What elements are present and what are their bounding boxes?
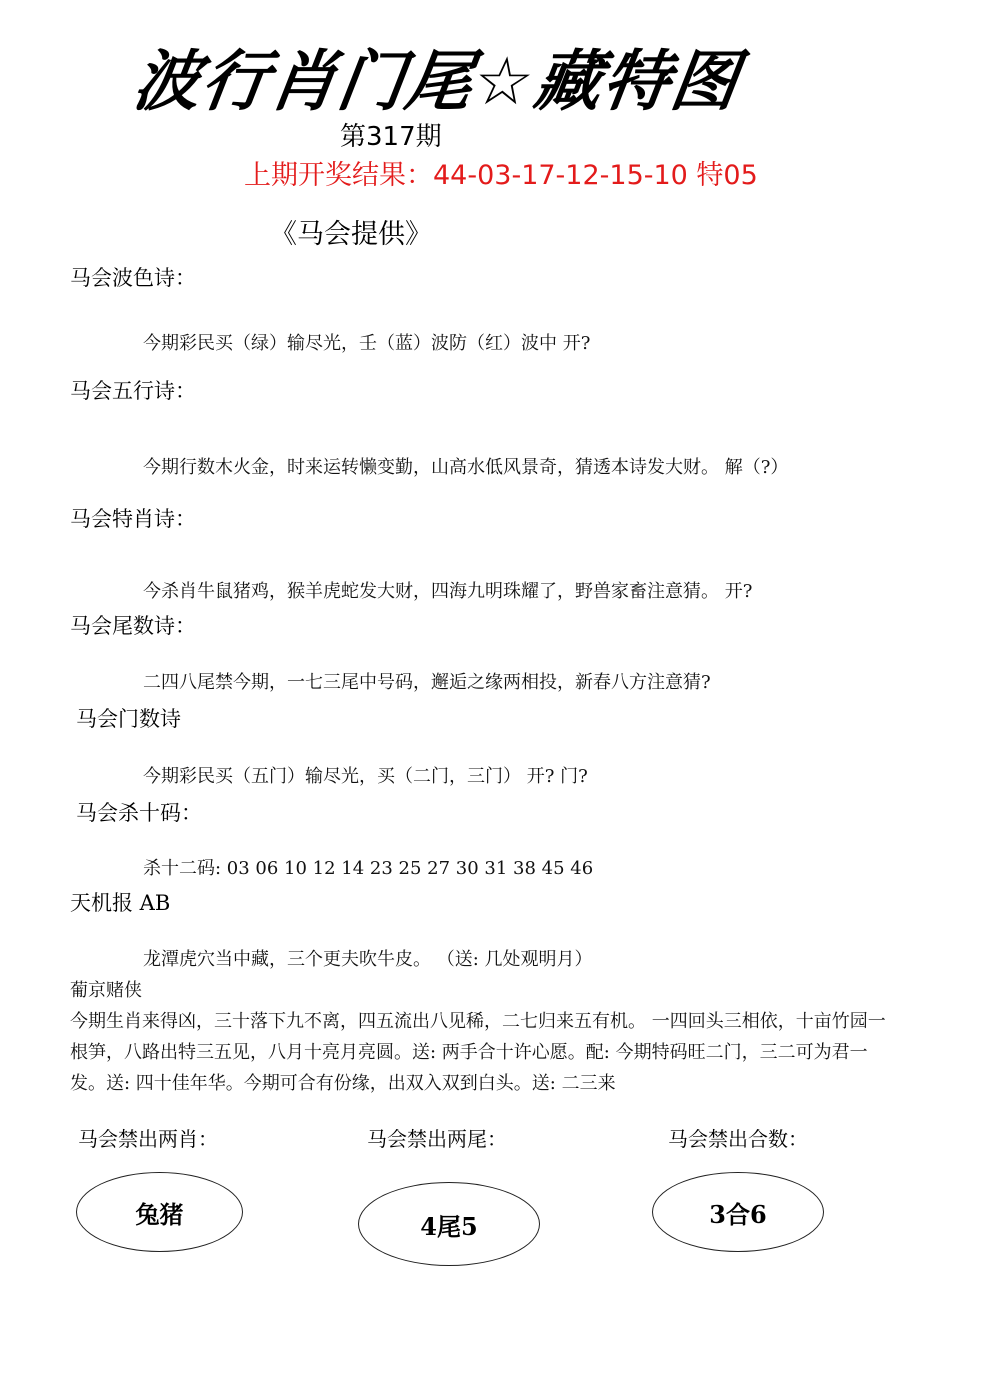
poem-tianji: 龙潭虎穴当中藏，三个更夫吹牛皮。 （送: 几处观明月） — [143, 949, 593, 970]
page-title: 波行肖门尾☆藏特图 — [128, 43, 745, 120]
ban-sum-label: 马会禁出合数： — [668, 1127, 808, 1151]
last-draw-result: 上期开奖结果：44-03-17-12-15-10 特05 — [244, 160, 758, 191]
provider-label: 《马会提供》 — [270, 219, 432, 250]
section-label-wave-color: 马会波色诗： — [70, 266, 196, 290]
ban-zodiac-label: 马会禁出两肖： — [78, 1127, 218, 1151]
section-label-tail-number: 马会尾数诗： — [70, 614, 196, 638]
ban-tail-value: 4尾5 — [420, 1211, 478, 1241]
ban-sum-value: 3合6 — [709, 1199, 767, 1229]
section-label-kill-numbers: 马会杀十码： — [76, 801, 202, 825]
ban-zodiac-value: 兔猪 — [135, 1199, 184, 1229]
section-label-puzhou: 葡京赌侠 — [70, 980, 142, 1001]
issue-number: 第317期 — [340, 122, 442, 152]
section-label-tianji: 天机报 AB — [70, 891, 171, 915]
kill-numbers-list: 杀十二码: 03 06 10 12 14 23 25 27 30 31 38 45 46 — [143, 858, 594, 879]
ban-zodiac-oval — [76, 1172, 243, 1252]
poem-tail-number: 二四八尾禁今期，一七三尾中号码，邂逅之缘两相投，新春八方注意猜? — [143, 672, 711, 693]
section-label-five-elements: 马会五行诗： — [70, 379, 196, 403]
section-label-door-number: 马会门数诗 — [76, 707, 181, 731]
ban-tail-label: 马会禁出两尾： — [367, 1127, 507, 1151]
section-label-special-zodiac: 马会特肖诗： — [70, 507, 196, 531]
puzhou-paragraph: 今期生肖来得凶，三十落下九不离，四五流出八见稀，二七归来五有机。 一四回头三相依，十亩竹园一根笋，八路出特三五见，八月十亮月亮圆。送: 两手合十许心愿。配: 今期特码旺二门，三二可为君一发。送: 四十佳年华。今期可合有份缘，出双入双到白头。送: 二三来 — [70, 1011, 886, 1094]
ban-tail-oval — [358, 1182, 540, 1266]
poem-five-elements: 今期行数木火金，时来运转懒变勤，山高水低风景奇，猜透本诗发大财。 解（?） — [143, 457, 789, 478]
ban-sum-oval — [652, 1172, 824, 1252]
poem-special-zodiac: 今杀肖牛鼠猪鸡，猴羊虎蛇发大财，四海九明珠耀了，野兽家畜注意猜。 开? — [143, 581, 753, 602]
poem-door-number: 今期彩民买（五门）输尽光，买（二门，三门） 开? 门? — [143, 766, 588, 787]
poem-wave-color: 今期彩民买（绿）输尽光，壬（蓝）波防（红）波中 开? — [143, 333, 591, 354]
